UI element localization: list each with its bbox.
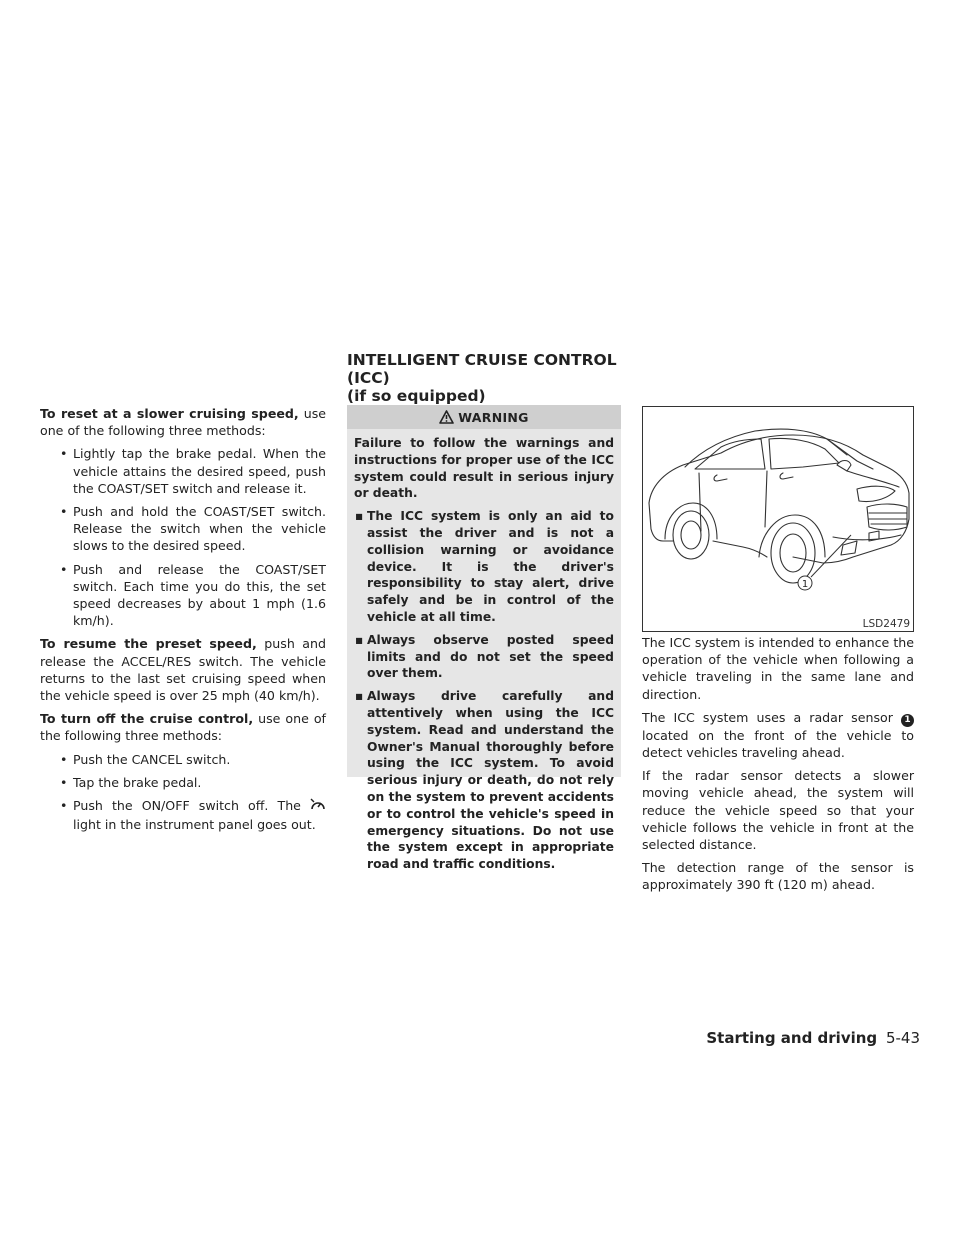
list-item-text-b: light in the instrument panel goes out. — [73, 817, 316, 833]
warning-heading: WARNING — [458, 409, 529, 425]
paragraph-intended: The ICC system is intended to enhance the operation of the vehicle when following a vehicle traveling in the same lane and direction. — [642, 635, 914, 702]
figure-code: LSD2479 — [862, 618, 910, 630]
list-item — [40, 503, 326, 555]
callout-marker: 1 — [901, 714, 914, 727]
chapter-name: Starting and driving — [706, 1029, 878, 1047]
page-number: 5-43 — [885, 1029, 920, 1047]
turnoff-methods-list — [40, 751, 326, 834]
paragraph-reset — [40, 405, 326, 439]
reset-lead: To reset at a slower cruising speed, — [40, 406, 299, 421]
list-item — [40, 774, 326, 791]
warning-body — [347, 429, 621, 873]
list-item — [40, 561, 326, 630]
warning-item-text: Always drive carefully and attentively when using the ICC system. Read and understand the Owner's Manual thoroughly before using the ICC system. To avoid serious injury or death, do not rely on the system to prevent accidents or to control the vehicle's speed in emergency situations. Do not use the system except in appropriate road and traffic conditions. — [367, 689, 614, 872]
list-item-text: Push the CANCEL switch. — [73, 751, 231, 767]
warning-header — [347, 405, 621, 429]
bullet-mark: ▪ — [355, 632, 364, 647]
paragraph-resume — [40, 635, 326, 704]
column-right — [642, 634, 914, 900]
column-left — [40, 405, 326, 839]
paragraph-range: The detection range of the sensor is approximately 390 ft (120 m) ahead. — [642, 860, 914, 893]
figure-callout: 1 — [801, 579, 809, 590]
paragraph-radar — [642, 709, 914, 761]
bullet-mark: • — [60, 798, 68, 814]
list-item — [354, 632, 614, 682]
section-title-line1: INTELLIGENT CRUISE CONTROL (ICC) — [347, 351, 617, 387]
bullet-mark: ▪ — [355, 509, 364, 524]
turnoff-lead: To turn off the cruise control, — [40, 711, 254, 727]
list-item — [40, 751, 326, 768]
warning-intro: Failure to follow the warnings and instructions for proper use of the ICC system could result in serious injury or death. — [354, 436, 614, 501]
bullet-mark: • — [60, 446, 68, 462]
page-footer — [706, 1029, 920, 1047]
resume-text: push and release the ACCEL/RES switch. The vehicle returns to the last set cruising speed when the vehicle speed is over 25 mph (40 km/h). — [40, 636, 326, 704]
list-item-text-a: Push the ON/OFF switch off. The — [73, 798, 310, 814]
warning-box — [347, 405, 621, 872]
warning-triangle-icon — [439, 410, 454, 424]
radar-text-b: located on the front of the vehicle to detect vehicles traveling ahead. — [642, 727, 914, 761]
bullet-mark: • — [60, 561, 68, 577]
list-item-text: Push and hold the COAST/SET switch. Release the switch when the vehicle slows to the desired speed. — [73, 504, 326, 554]
cruise-indicator-icon — [310, 798, 326, 816]
resume-lead: To resume the preset speed, — [40, 636, 257, 652]
list-item-text: Lightly tap the brake pedal. When the vehicle attains the desired speed, push the COAST/SET switch and release it. — [73, 446, 326, 496]
paragraph-slower: If the radar sensor detects a slower moving vehicle ahead, the system will reduce the vehicle speed so that your vehicle follows the vehicle in front at the selected distance. — [642, 768, 914, 853]
section-title — [347, 351, 647, 405]
list-item — [354, 688, 614, 873]
warning-item-text: The ICC system is only an aid to assist the driver and is not a collision warning or avoidance device. It is the driver's responsibility to stay alert, drive safely and be in control of the vehicle at all time. — [367, 509, 614, 624]
car-illustration-figure — [642, 406, 914, 632]
list-item — [354, 508, 614, 626]
list-item — [40, 445, 326, 497]
list-item-text: Tap the brake pedal. — [73, 774, 202, 790]
warning-list — [354, 508, 614, 873]
turnoff-text: use one of the following three methods: — [40, 711, 326, 744]
bullet-mark: ▪ — [355, 689, 364, 704]
bullet-mark: • — [60, 751, 68, 767]
warning-item-text: Always observe posted speed limits and do not set the speed over them. — [367, 632, 614, 681]
section-title-line2: (if so equipped) — [347, 387, 486, 405]
bullet-mark: • — [60, 504, 68, 520]
list-item-text: Push and release the COAST/SET switch. Each time you do this, the set speed decreases by about 1 mph (1.6 km/h). — [73, 561, 326, 629]
bullet-mark: • — [60, 774, 68, 790]
car-radar-sensor-illustration — [643, 407, 913, 631]
list-item — [40, 797, 326, 833]
radar-text-a: The ICC system uses a radar sensor — [642, 709, 901, 725]
paragraph-turnoff — [40, 710, 326, 744]
reset-text: use one of the following three methods: — [40, 406, 326, 439]
reset-methods-list — [40, 445, 326, 629]
